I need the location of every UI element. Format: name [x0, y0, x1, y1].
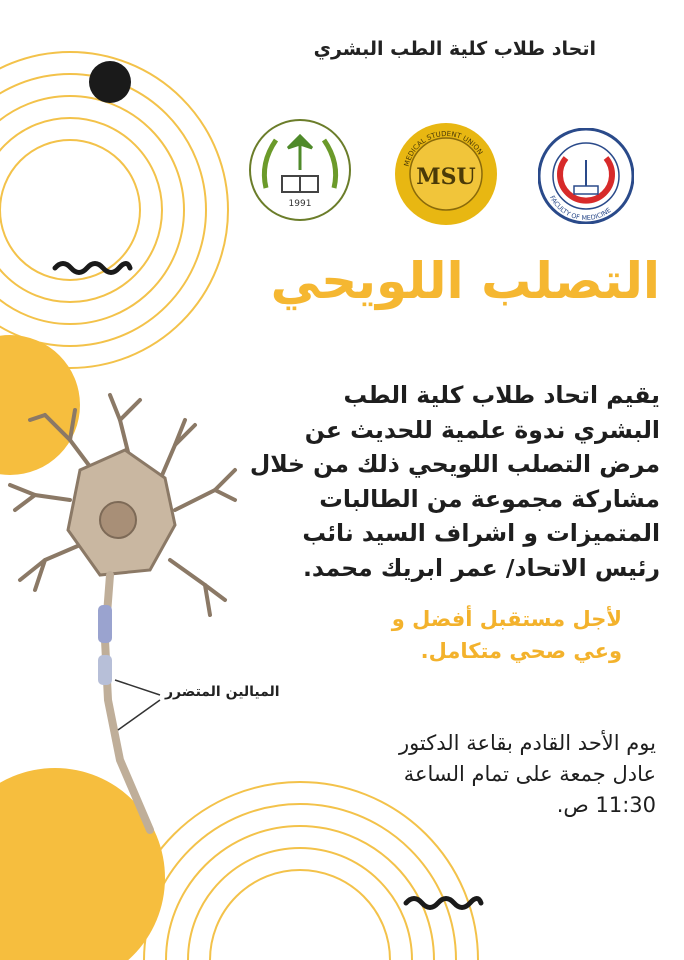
faculty-of-medicine-logo [538, 128, 634, 224]
medical-student-union-logo [394, 122, 498, 226]
pointer-lines [115, 680, 160, 730]
description-line: مشاركة مجموعة من الطالبات [319, 484, 660, 513]
faculty-ring-text: FACULTY OF MEDICINE [547, 194, 613, 223]
msu-letters: MSU [416, 164, 476, 190]
description-line: المتميزات و اشراف السيد نائب [302, 519, 660, 547]
slogan [282, 603, 622, 667]
damaged-myelin-label: الميالين المتضرر [165, 684, 280, 700]
msu-ring-text: MEDICAL STUDENT UNION [402, 129, 485, 168]
description-line: رئيس الاتحاد/ عمر ابريك محمد. [302, 553, 660, 582]
yellow-half-circle-left [0, 335, 80, 475]
myelin-sheath-segment [98, 655, 112, 685]
seal-year: 1991 [288, 199, 312, 209]
slogan-line: لأجل مستقبل أفضل و [391, 607, 622, 631]
schedule-line: عادل جمعة على تمام الساعة [403, 762, 656, 786]
myelin-sheath-segment [98, 605, 112, 643]
organization-name: اتحاد طلاب كلية الطب البشري [313, 38, 596, 60]
squiggle-icon-bottom [406, 899, 481, 908]
squiggle-icon-top [55, 264, 130, 273]
slogan-line: وعي صحي متكامل. [420, 639, 622, 663]
yellow-circle-bottom-left [0, 768, 165, 960]
nucleus [100, 502, 136, 538]
schedule-line: يوم الأحد القادم بقاعة الدكتور [398, 731, 656, 755]
description-line: يقيم اتحاد طلاب كلية الطب [343, 381, 660, 409]
event-description [190, 378, 660, 585]
schedule-line: 11:30 ص. [556, 793, 656, 817]
university-seal-logo [248, 118, 352, 222]
black-dot-icon [89, 61, 131, 103]
event-title: التصلب اللويحي [270, 252, 660, 310]
description-line: مرض التصلب اللويحي ذلك من خلال [249, 450, 660, 478]
event-schedule [276, 728, 656, 821]
description-line: البشري ندوة علمية للحديث عن [304, 415, 660, 444]
